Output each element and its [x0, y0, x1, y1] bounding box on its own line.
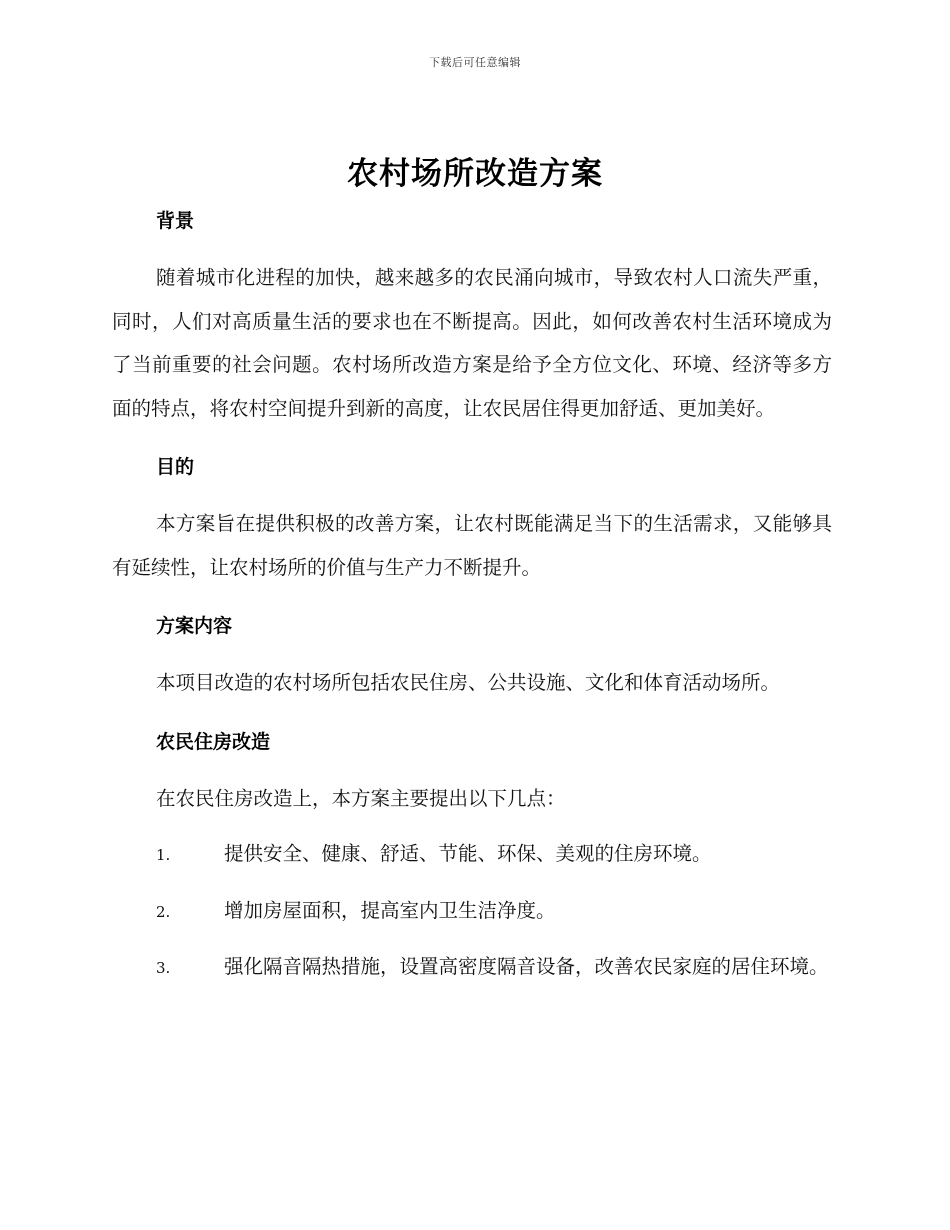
section-heading-plan-content: 方案内容 [156, 615, 233, 637]
section-paragraph-housing: 在农民住房改造上，本方案主要提出以下几点： [156, 786, 566, 810]
list-item-text: 提供安全、健康、舒适、节能、环保、美观的住房环境。 [224, 842, 712, 865]
section-paragraph-purpose: 本方案旨在提供积极的改善方案，让农村既能满足当下的生活需求，又能够具有延续性，让农村场所的价值与生产力不断提升。 [112, 512, 832, 579]
list-item-text: 强化隔音隔热措施，设置高密度隔音设备，改善农民家庭的居住环境。 [224, 955, 829, 978]
list-item-number: 3. [156, 959, 171, 977]
list-item [112, 889, 832, 935]
list-item-text: 增加房屋面积，提高室内卫生洁净度。 [224, 898, 556, 922]
list-item [112, 832, 832, 878]
header-note: 下载后可任意编辑 [429, 56, 521, 69]
document-body [112, 204, 832, 991]
list-item [112, 945, 832, 991]
section-heading-housing: 农民住房改造 [156, 730, 271, 753]
list-item-number: 2. [156, 902, 171, 921]
list-item-number: 1. [156, 846, 171, 864]
section-paragraph-background: 随着城市化进程的加快，越来越多的农民涌向城市，导致农村人口流失严重，同时，人们对高质量生活的要求也在不断提高。因此，如何改善农村生活环境成为了当前重要的社会问题。农村场所改造方案是给予全方位文化、环境、经济等多方面的特点，将农村空间提升到新的高度，让农民居住得更加舒适、更加美好。 [112, 266, 832, 420]
section-heading-background: 背景 [156, 210, 195, 232]
section-heading-purpose: 目的 [156, 456, 195, 478]
document-title: 农村场所改造方案 [347, 156, 603, 192]
section-paragraph-plan-content: 本项目改造的农村场所包括农民住房、公共设施、文化和体育活动场所。 [156, 671, 781, 694]
